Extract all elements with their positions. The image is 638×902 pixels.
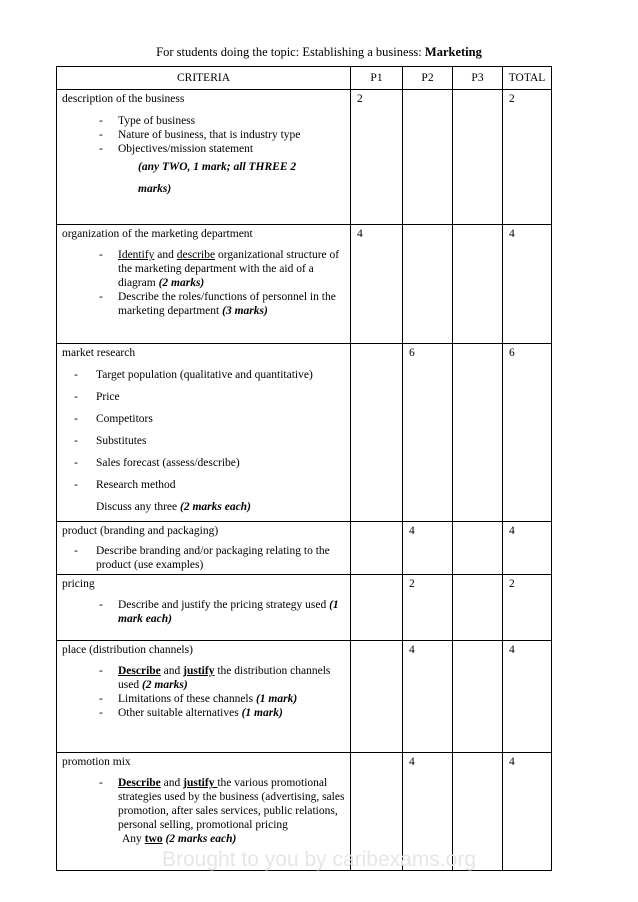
score-p1: 4 — [351, 225, 403, 344]
marks-note: (any TWO, 1 mark; all THREE 2 marks) — [138, 161, 297, 195]
criteria-cell — [57, 90, 351, 225]
header-total: TOTAL — [503, 67, 552, 90]
criteria-cell — [57, 344, 351, 522]
criteria-item: - Type of business — [62, 114, 345, 128]
criteria-item: - Research method — [62, 478, 345, 492]
criteria-item: - Target population (qualitative and quantitative) — [62, 368, 345, 382]
score-p2: 6 — [403, 344, 453, 522]
watermark: Brought to you by caribexams.org — [162, 848, 476, 871]
score-p1 — [351, 344, 403, 522]
criteria-item: - Other suitable alternatives (1 mark) — [62, 706, 345, 720]
criteria-title: pricing — [62, 578, 95, 590]
score-total: 4 — [503, 522, 552, 575]
header-criteria: CRITERIA — [57, 67, 351, 90]
score-total: 2 — [503, 575, 552, 641]
score-p3 — [453, 641, 503, 753]
table-row — [57, 522, 552, 575]
header-p2: P2 — [403, 67, 453, 90]
score-p1: 2 — [351, 90, 403, 225]
score-total: 4 — [503, 753, 552, 871]
criteria-item: - Nature of business, that is industry type — [62, 128, 345, 142]
criteria-title: place (distribution channels) — [62, 644, 193, 656]
criteria-title: description of the business — [62, 93, 185, 105]
table-row — [57, 225, 552, 344]
score-p2: 4 — [403, 641, 453, 753]
criteria-item: - Describe branding and/or packaging relating to the product (use examples) — [62, 544, 345, 572]
criteria-item: - Describe and justify the pricing strategy used (1 mark each) — [62, 598, 345, 626]
score-p2: 4 — [403, 753, 453, 871]
criteria-item: - Competitors — [62, 412, 345, 426]
criteria-item: - Objectives/mission statement — [62, 142, 345, 156]
score-p2: 4 — [403, 522, 453, 575]
criteria-item: - Identify and describe organizational structure of the marketing department with the aid of a diagram (2 marks) — [62, 248, 345, 290]
header-row — [57, 67, 552, 90]
criteria-cell — [57, 225, 351, 344]
header-p3: P3 — [453, 67, 503, 90]
score-p3 — [453, 344, 503, 522]
criteria-title: product (branding and packaging) — [62, 525, 219, 537]
score-total: 4 — [503, 225, 552, 344]
criteria-item: - Limitations of these channels (1 mark) — [62, 692, 345, 706]
score-p2: 2 — [403, 575, 453, 641]
marking-table — [56, 66, 552, 871]
marks-note: Discuss any three (2 marks each) — [96, 501, 251, 513]
table-row — [57, 344, 552, 522]
criteria-item: - Describe and justify the distribution channels used (2 marks) — [62, 664, 345, 692]
table-row — [57, 90, 552, 225]
score-p2 — [403, 225, 453, 344]
score-p3 — [453, 90, 503, 225]
criteria-item: - Substitutes — [62, 434, 345, 448]
marks-note: Any two (2 marks each) — [122, 833, 237, 845]
score-p1 — [351, 641, 403, 753]
score-p2 — [403, 90, 453, 225]
criteria-item: - Describe the roles/functions of personnel in the marketing department (3 marks) — [62, 290, 345, 318]
criteria-title: organization of the marketing department — [62, 228, 253, 240]
score-p1 — [351, 522, 403, 575]
score-total: 2 — [503, 90, 552, 225]
table-row — [57, 641, 552, 753]
criteria-title: promotion mix — [62, 756, 131, 768]
page-title: For students doing the topic: Establishing a business: Marketing — [156, 45, 482, 59]
criteria-item: - Sales forecast (assess/describe) — [62, 456, 345, 470]
score-p1 — [351, 575, 403, 641]
criteria-cell — [57, 522, 351, 575]
criteria-item: - Describe and justify the various promotional strategies used by the business (advertising, sales promotion, after sales services, public relations, personal selling, promotional pricing — [62, 776, 345, 832]
criteria-cell — [57, 575, 351, 641]
score-p3 — [453, 522, 503, 575]
criteria-item: - Price — [62, 390, 345, 404]
score-p3 — [453, 225, 503, 344]
score-total: 6 — [503, 344, 552, 522]
score-total: 4 — [503, 641, 552, 753]
criteria-title: market research — [62, 347, 136, 359]
table-row — [57, 575, 552, 641]
header-p1: P1 — [351, 67, 403, 90]
score-p3 — [453, 575, 503, 641]
criteria-cell — [57, 641, 351, 753]
